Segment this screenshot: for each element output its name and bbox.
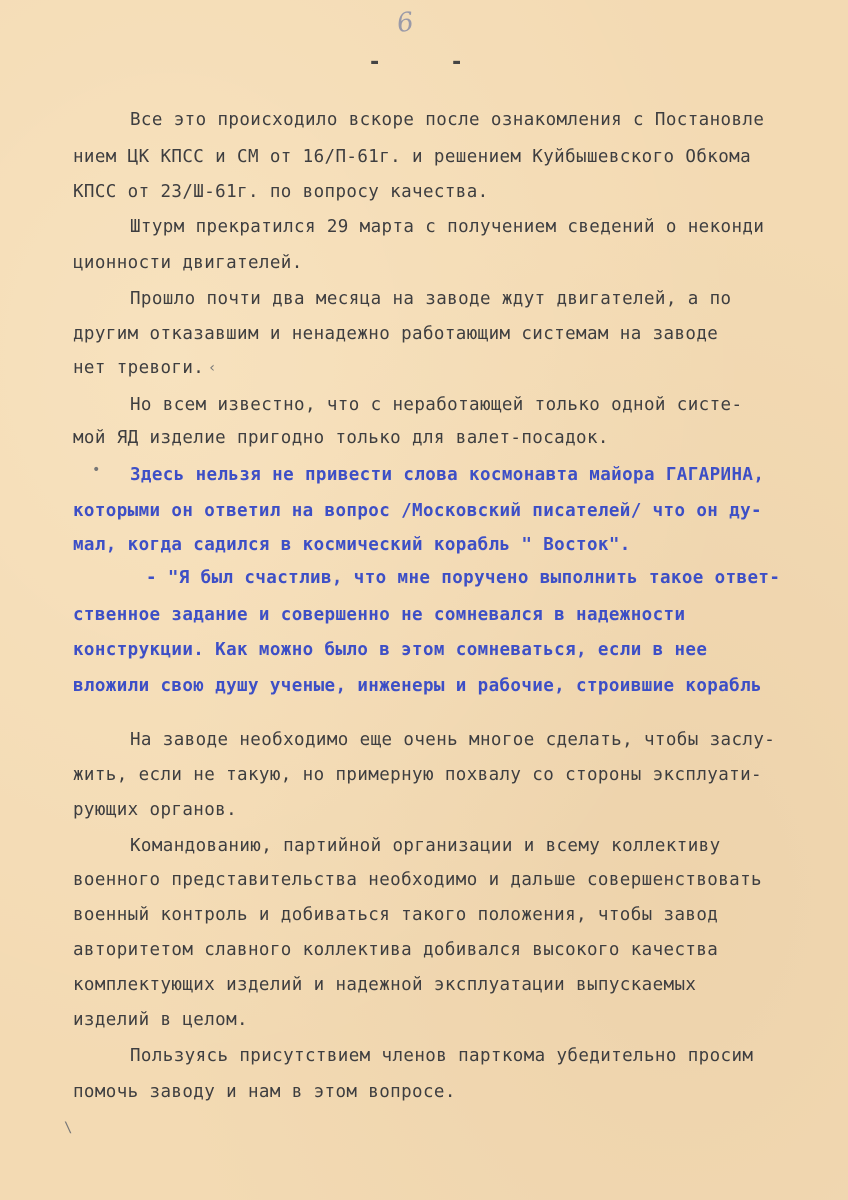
text-line-20: рующих органов. [73, 800, 238, 820]
text-line-7: другим отказавшим и ненадежно работающим системам на заводе [73, 324, 719, 344]
text-line-2: нием ЦК КПСС и СМ от 16/П-61г. и решением Куйбышевского Обкома [73, 147, 752, 167]
text-line-6: Прошло почти два месяца на заводе ждут двигателей, а по [130, 289, 732, 309]
header-dash-right: - [450, 50, 464, 75]
text-line-10: мой ЯД изделие пригодно только для валет-посадок. [73, 428, 609, 448]
text-line-8: нет тревоги. [73, 358, 205, 378]
stray-mark: ‹ [208, 360, 217, 376]
text-line-3: КПСС от 23/Ш-61г. по вопросу качества. [73, 182, 489, 202]
text-line-21: Командованию, партийной организации и всему коллективу [130, 836, 721, 856]
quote-line-2: которыми он ответил на вопрос /Московский писателей/ что он ду- [73, 501, 762, 521]
text-line-5: ционности двигателей. [73, 253, 303, 273]
stray-dot: • [92, 462, 101, 478]
header-dash-left: - [368, 50, 382, 75]
text-line-26: изделий в целом. [73, 1010, 248, 1030]
text-line-1: Все это происходило вскоре после ознакомления с Постановле [130, 110, 765, 130]
text-line-22: военного представительства необходимо и дальше совершенствовать [73, 870, 762, 890]
text-line-25: комплектующих изделий и надежной эксплуатации выпускаемых [73, 975, 697, 995]
text-line-28: помочь заводу и нам в этом вопросе. [73, 1082, 456, 1102]
quote-line-6: конструкции. Как можно было в этом сомневаться, если в нее [73, 640, 708, 660]
quote-line-5: ственное задание и совершенно не сомневался в надежности [73, 605, 686, 625]
text-line-23: военный контроль и добиваться такого положения, чтобы завод [73, 905, 719, 925]
text-line-9: Но всем известно, что с неработающей только одной систе- [130, 395, 743, 415]
text-line-27: Пользуясь присутствием членов парткома убедительно просим [130, 1046, 754, 1066]
text-line-18: На заводе необходимо еще очень многое сделать, чтобы заслу- [130, 730, 776, 750]
text-line-24: авторитетом славного коллектива добивался высокого качества [73, 940, 719, 960]
quote-line-4: - "Я был счастлив, что мне поручено выполнить такое ответ- [146, 568, 781, 588]
handwritten-page-number: 6 [394, 6, 416, 40]
text-line-19: жить, если не такую, но примерную похвалу со стороны эксплуати- [73, 765, 762, 785]
quote-line-7: вложили свою душу ученые, инженеры и рабочие, строившие корабль [73, 676, 762, 696]
quote-line-3: мал, когда садился в космический корабль " Восток". [73, 535, 631, 555]
text-line-4: Штурм прекратился 29 марта с получением сведений о неконди [130, 217, 765, 237]
stray-stroke: \ [64, 1120, 73, 1136]
quote-line-1: Здесь нельзя не привести слова космонавта майора ГАГАРИНА, [130, 465, 765, 485]
